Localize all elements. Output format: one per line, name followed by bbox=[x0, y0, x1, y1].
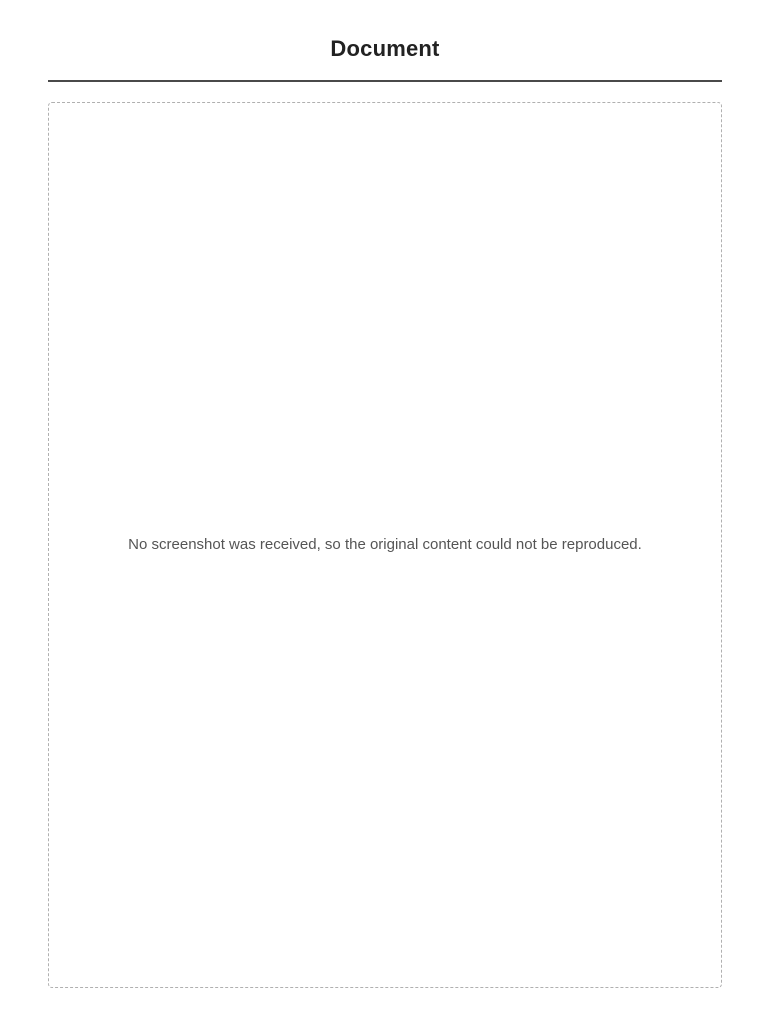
missing-content-notice bbox=[48, 102, 722, 988]
notice-text: No screenshot was received, so the original content could not be reproduced. bbox=[128, 535, 642, 553]
page-title: Document bbox=[330, 36, 440, 61]
title-divider bbox=[48, 80, 722, 82]
